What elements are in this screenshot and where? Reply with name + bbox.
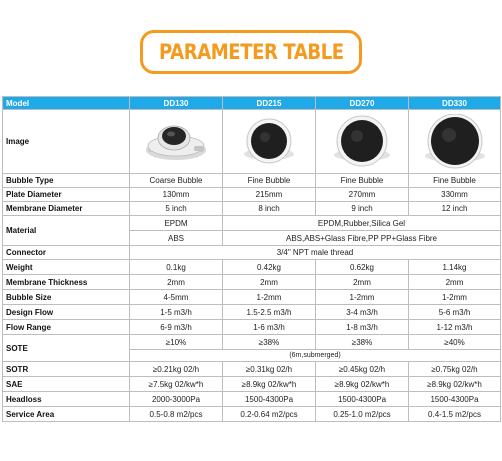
cell: 2mm [130, 275, 223, 290]
title-banner [0, 0, 502, 88]
row-label: Design Flow [3, 305, 130, 320]
cell: 2mm [223, 275, 316, 290]
header-model-dd130: DD130 [130, 97, 223, 110]
cell: 0.25-1.0 m2/pcs [316, 407, 409, 422]
cell: 1-2mm [223, 290, 316, 305]
sote-note: (6m,submerged) [130, 350, 501, 362]
cell: ≥0.45kg 02/h [316, 362, 409, 377]
cell: 330mm [409, 188, 501, 202]
cell: EPDM [130, 216, 223, 231]
row-weight [3, 260, 501, 275]
row-flow-range [3, 320, 501, 335]
cell: 9 inch [316, 202, 409, 216]
row-label: Bubble Type [3, 174, 130, 188]
row-sae [3, 377, 501, 392]
row-material-membrane [3, 216, 501, 231]
cell: 1500-4300Pa [409, 392, 501, 407]
cell: 0.62kg [316, 260, 409, 275]
cell: ≥0.21kg 02/h [130, 362, 223, 377]
cell: 8 inch [223, 202, 316, 216]
cell: 0.42kg [223, 260, 316, 275]
row-label: Image [3, 110, 130, 174]
fine-diffuser-270-image [327, 115, 397, 169]
cell: 1-2mm [316, 290, 409, 305]
cell: 2000-3000Pa [130, 392, 223, 407]
cell: 215mm [223, 188, 316, 202]
cell: ≥0.31kg 02/h [223, 362, 316, 377]
image-dd270 [316, 110, 409, 174]
row-label: Membrane Diameter [3, 202, 130, 216]
image-dd330 [409, 110, 501, 174]
row-label: SOTR [3, 362, 130, 377]
row-bubble-size [3, 290, 501, 305]
cell: 6-9 m3/h [130, 320, 223, 335]
cell: ≥8.9kg 02/kw*h [409, 377, 501, 392]
row-design-flow [3, 305, 501, 320]
row-label: Headloss [3, 392, 130, 407]
header-model-dd330: DD330 [409, 97, 501, 110]
row-membrane-diameter [3, 202, 501, 216]
cell: 5-6 m3/h [409, 305, 501, 320]
row-membrane-thickness [3, 275, 501, 290]
row-label: Connector [3, 246, 130, 260]
cell: 1-2mm [409, 290, 501, 305]
row-service-area [3, 407, 501, 422]
row-label: Service Area [3, 407, 130, 422]
title-box [140, 30, 362, 74]
cell: ABS [130, 231, 223, 246]
cell: 4-5mm [130, 290, 223, 305]
row-label: SOTE [3, 335, 130, 362]
cell: 1500-4300Pa [223, 392, 316, 407]
row-plate-diameter [3, 188, 501, 202]
cell: 0.2-0.64 m2/pcs [223, 407, 316, 422]
row-label: Weight [3, 260, 130, 275]
cell: 2mm [409, 275, 501, 290]
row-label: SAE [3, 377, 130, 392]
cell: 1.14kg [409, 260, 501, 275]
row-headloss [3, 392, 501, 407]
cell: EPDM,Rubber,Silica Gel [223, 216, 501, 231]
row-connector [3, 246, 501, 260]
cell: 1-8 m3/h [316, 320, 409, 335]
cell: 2mm [316, 275, 409, 290]
cell: ≥8.9kg 02/kw*h [316, 377, 409, 392]
cell: 1.5-2.5 m3/h [223, 305, 316, 320]
cell: ≥38% [316, 335, 409, 350]
cell: 1500-4300Pa [316, 392, 409, 407]
cell: 3/4" NPT male thread [130, 246, 501, 260]
header-model-dd215: DD215 [223, 97, 316, 110]
header-model-label: Model [3, 97, 130, 110]
cell: Fine Bubble [409, 174, 501, 188]
cell: ≥10% [130, 335, 223, 350]
image-dd130 [130, 110, 223, 174]
parameter-table [2, 96, 501, 422]
cell: 0.4-1.5 m2/pcs [409, 407, 501, 422]
cell: 0.1kg [130, 260, 223, 275]
cell: 12 inch [409, 202, 501, 216]
cell: 3-4 m3/h [316, 305, 409, 320]
cell: 1-6 m3/h [223, 320, 316, 335]
fine-diffuser-330-image [417, 114, 493, 170]
page-title: PARAMETER TABLE [158, 40, 344, 64]
cell: ≥8.9kg 02/kw*h [223, 377, 316, 392]
row-sotr [3, 362, 501, 377]
row-label: Membrane Thickness [3, 275, 130, 290]
cell: 270mm [316, 188, 409, 202]
cell: 1-5 m3/h [130, 305, 223, 320]
coarse-diffuser-image [140, 116, 212, 168]
cell: Fine Bubble [316, 174, 409, 188]
row-label: Flow Range [3, 320, 130, 335]
row-image [3, 110, 501, 174]
row-label: Plate Diameter [3, 188, 130, 202]
cell: 5 inch [130, 202, 223, 216]
row-label: Material [3, 216, 130, 246]
row-label: Bubble Size [3, 290, 130, 305]
cell: Fine Bubble [223, 174, 316, 188]
image-dd215 [223, 110, 316, 174]
cell: ≥38% [223, 335, 316, 350]
cell: ABS,ABS+Glass Fibre,PP PP+Glass Fibre [223, 231, 501, 246]
cell: Coarse Bubble [130, 174, 223, 188]
cell: 0.5-0.8 m2/pcs [130, 407, 223, 422]
header-row [3, 97, 501, 110]
row-bubble-type [3, 174, 501, 188]
cell: 1-12 m3/h [409, 320, 501, 335]
row-sote [3, 335, 501, 350]
fine-diffuser-215-image [238, 116, 300, 168]
cell: ≥0.75kg 02/h [409, 362, 501, 377]
cell: 130mm [130, 188, 223, 202]
header-model-dd270: DD270 [316, 97, 409, 110]
cell: ≥40% [409, 335, 501, 350]
cell: ≥7.5kg 02/kw*h [130, 377, 223, 392]
